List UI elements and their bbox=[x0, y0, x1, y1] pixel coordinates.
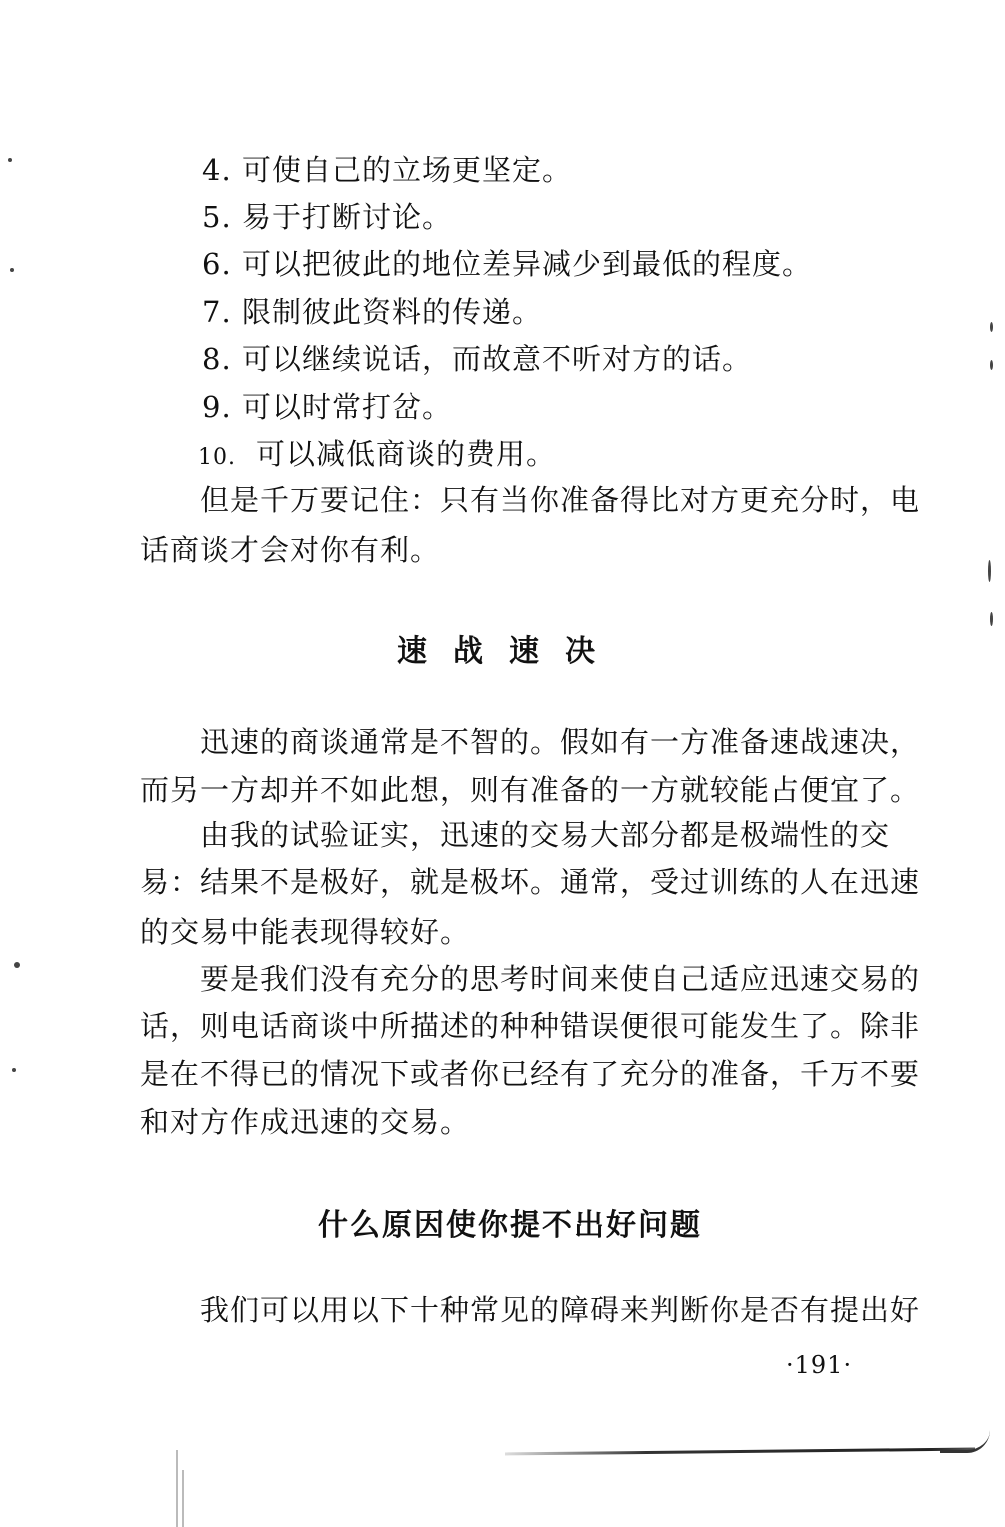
list-item-text: 可以时常打岔。 bbox=[242, 390, 453, 424]
list-item bbox=[202, 389, 452, 425]
paragraph-line: 要是我们没有充分的思考时间来使自己适应迅速交易的 bbox=[200, 962, 921, 996]
scan-speck bbox=[990, 360, 993, 370]
binding-mark bbox=[176, 1450, 178, 1527]
list-item-text: 可以把彼此的地位差异减少到最低的程度。 bbox=[242, 247, 813, 281]
list-item bbox=[202, 199, 452, 235]
list-item-text: 易于打断讨论。 bbox=[242, 200, 453, 234]
list-item bbox=[202, 294, 542, 330]
list-item-text: 可以减低商谈的费用。 bbox=[256, 437, 557, 471]
scan-speck bbox=[990, 612, 993, 626]
list-item-text: 可使自己的立场更坚定。 bbox=[242, 153, 573, 187]
paragraph-line: 但是千万要记住：只有当你准备得比对方更充分时，电 bbox=[200, 483, 921, 517]
list-item-number: 7. bbox=[202, 295, 232, 329]
list-item-text: 限制彼此资料的传递。 bbox=[242, 295, 543, 329]
list-item-number: 8. bbox=[202, 342, 232, 376]
bottom-rule bbox=[505, 1448, 975, 1456]
scan-speck bbox=[988, 560, 991, 582]
paragraph-line: 是在不得已的情况下或者你已经有了充分的准备，千万不要 bbox=[140, 1057, 921, 1091]
list-item-number: 4. bbox=[202, 153, 232, 187]
paragraph-line: 话，则电话商谈中所描述的种种错误便很可能发生了。除非 bbox=[140, 1009, 921, 1043]
paragraph-line: 我们可以用以下十种常见的障碍来判断你是否有提出好 bbox=[200, 1293, 921, 1327]
page-number: ·191· bbox=[786, 1351, 853, 1379]
binding-mark bbox=[182, 1470, 184, 1527]
list-item bbox=[198, 436, 556, 476]
paragraph-line: 的交易中能表现得较好。 bbox=[140, 915, 471, 949]
list-item-number: 9. bbox=[202, 390, 232, 424]
paragraph-line: 和对方作成迅速的交易。 bbox=[140, 1105, 471, 1139]
list-item-number: 10. bbox=[198, 445, 236, 470]
list-item-number: 6. bbox=[202, 247, 232, 281]
scan-speck bbox=[10, 268, 14, 272]
paragraph-line: 易：结果不是极好，就是极坏。通常，受过训练的人在迅速 bbox=[140, 865, 921, 899]
paragraph-line: 由我的试验证实，迅速的交易大部分都是极端性的交 bbox=[200, 818, 891, 852]
scan-speck bbox=[990, 322, 993, 332]
list-item bbox=[202, 246, 812, 282]
list-item bbox=[202, 152, 572, 188]
section-heading: 速战速决 bbox=[397, 634, 621, 669]
list-item bbox=[202, 341, 752, 377]
paragraph-line: 而另一方却并不如此想，则有准备的一方就较能占便宜了。 bbox=[140, 773, 921, 807]
paragraph-line: 话商谈才会对你有利。 bbox=[140, 533, 441, 567]
list-item-number: 5. bbox=[202, 200, 232, 234]
bottom-rule-curl bbox=[940, 1430, 990, 1453]
paragraph-line: 迅速的商谈通常是不智的。假如有一方准备速战速决， bbox=[200, 725, 921, 759]
scan-speck bbox=[14, 962, 20, 968]
scan-speck bbox=[8, 158, 12, 162]
section-heading: 什么原因使你提不出好问题 bbox=[318, 1208, 702, 1243]
list-item-text: 可以继续说话，而故意不听对方的话。 bbox=[242, 342, 753, 376]
scan-speck bbox=[12, 1068, 16, 1072]
